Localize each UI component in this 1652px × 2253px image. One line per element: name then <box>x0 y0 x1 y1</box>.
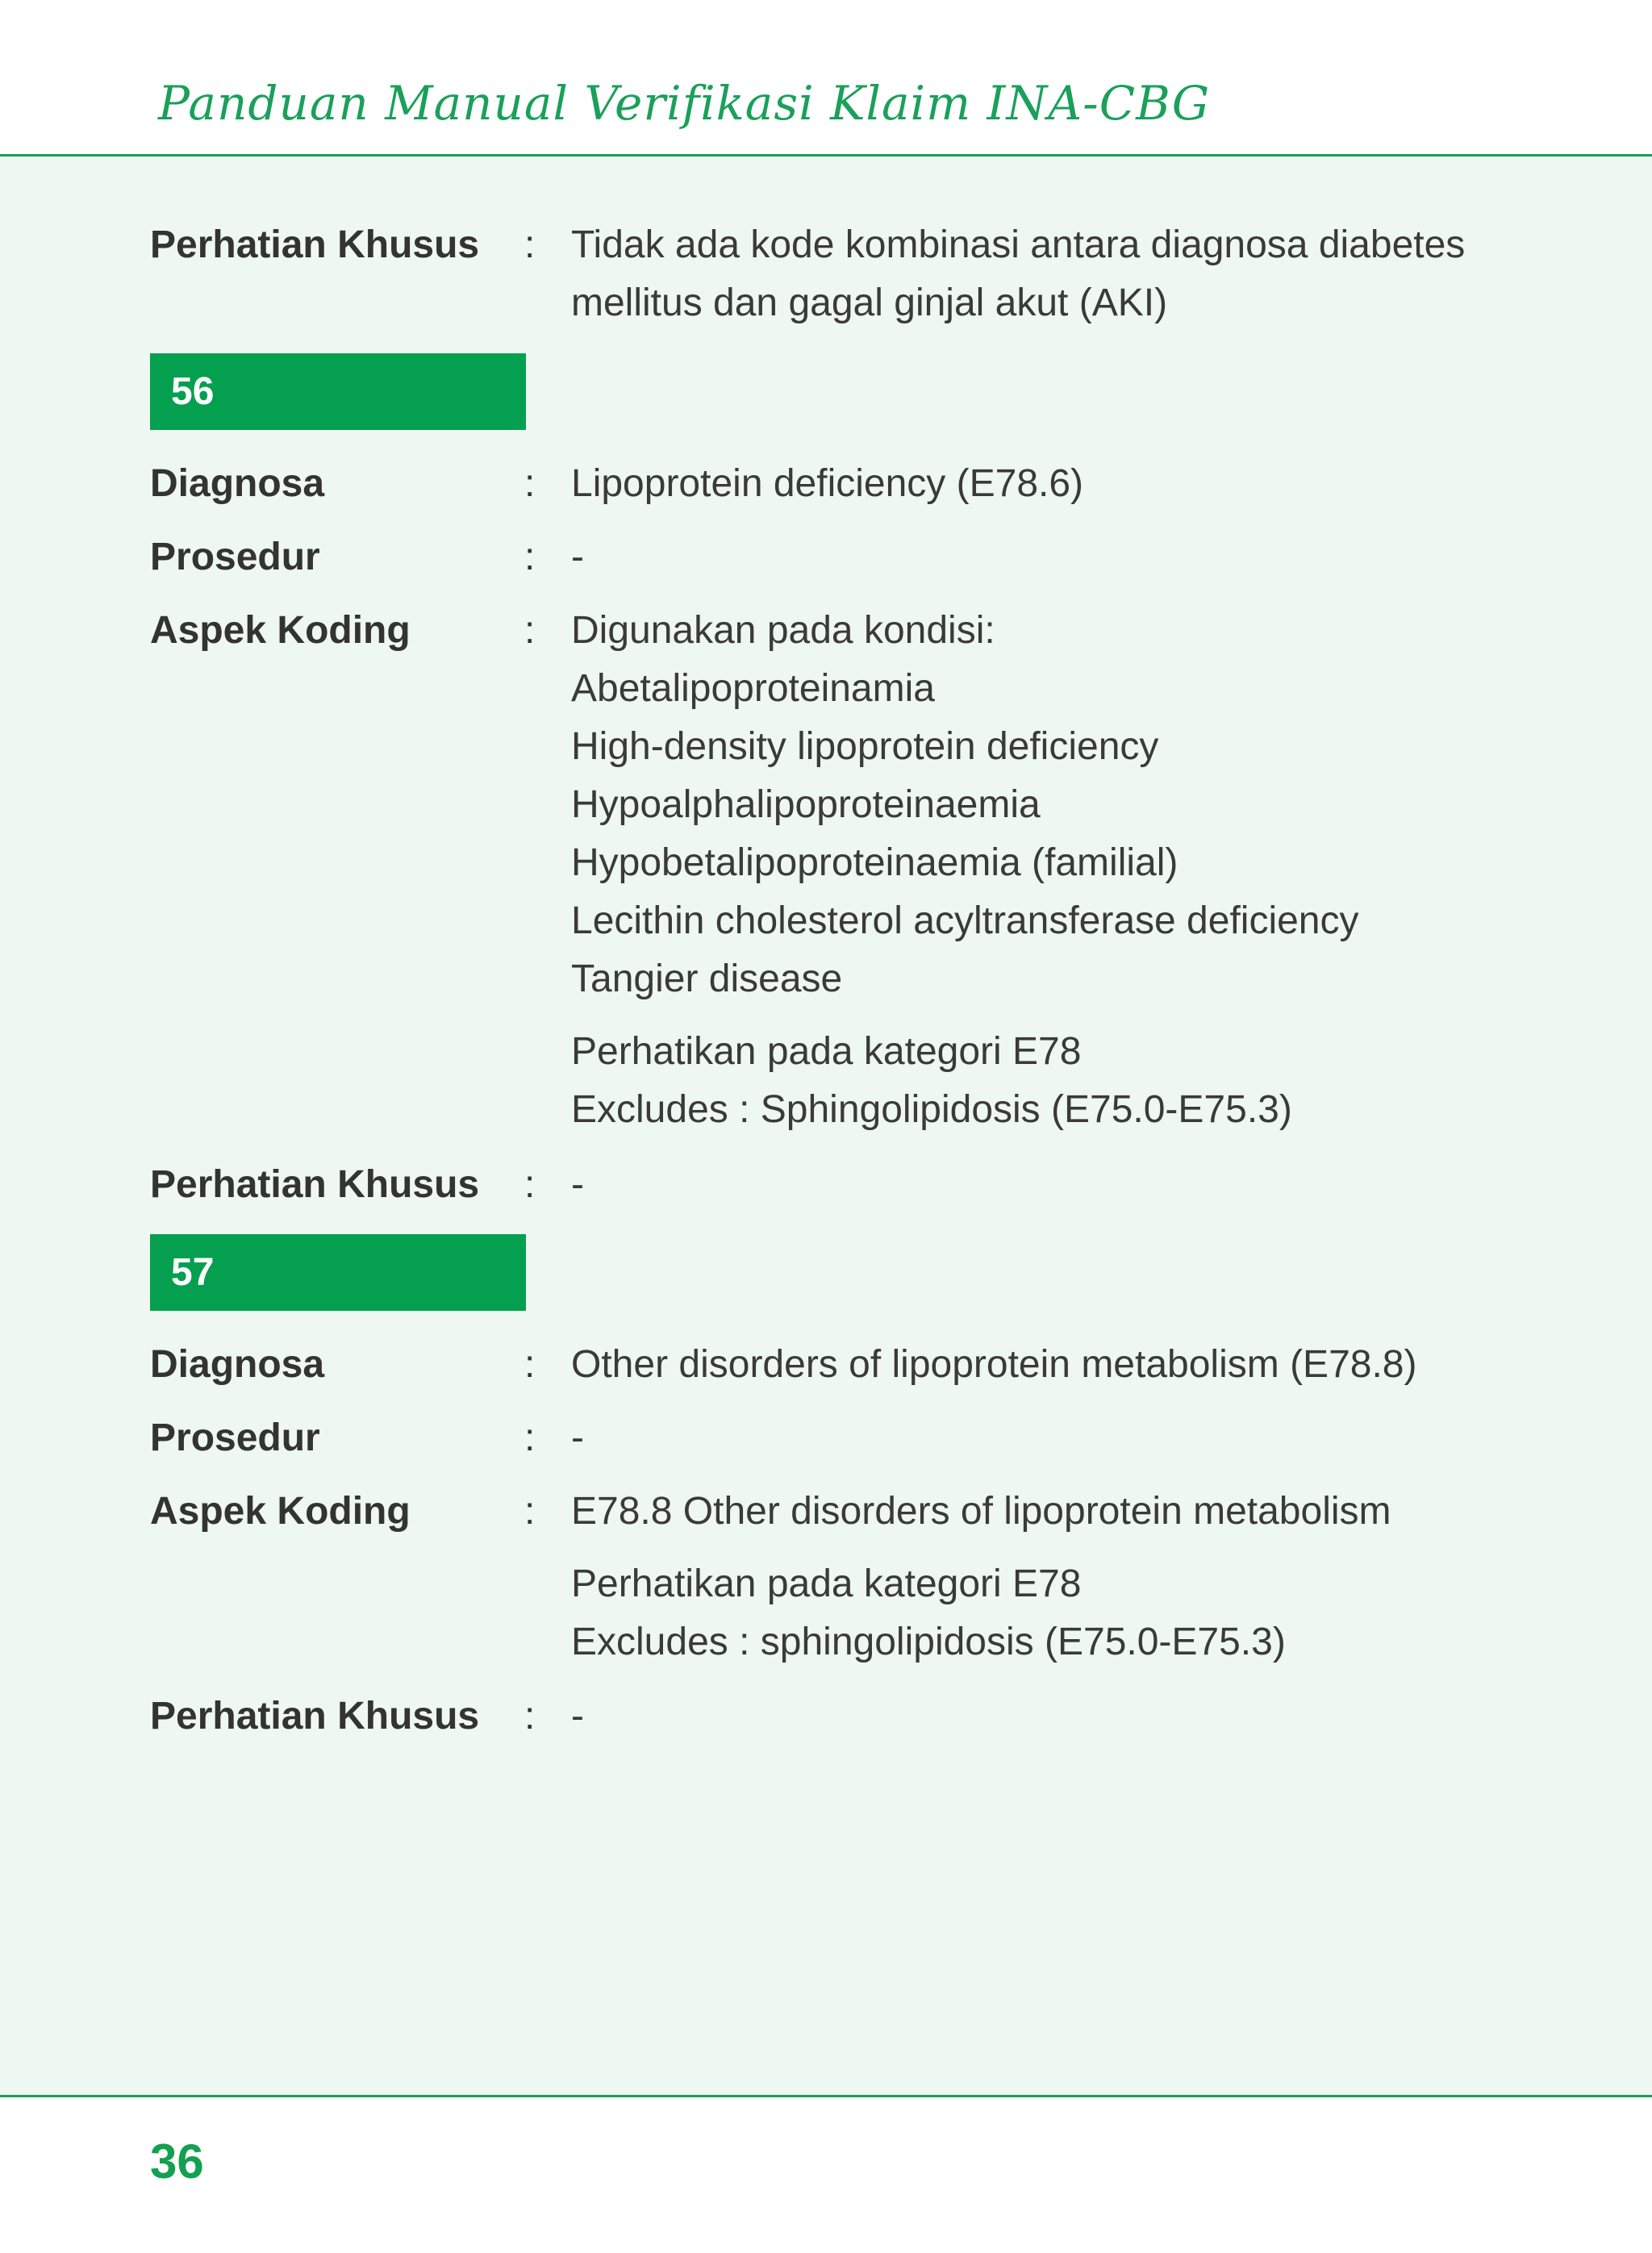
prosedur-label: Prosedur <box>150 536 320 578</box>
perhatian-label: Perhatian Khusus <box>150 1695 480 1738</box>
colon: : <box>524 462 536 505</box>
section-number-badge: 56 <box>150 353 526 430</box>
prosedur-value: - <box>571 1416 584 1459</box>
aspek-koding-value: E78.8 Other disorders of lipoprotein metabolism Perhatikan pada kategori E78 Excludes : sphingolipidosis (E75.0-E75.3) <box>571 1490 1391 1663</box>
prosedur-value: - <box>571 536 584 578</box>
diagnosa-value: Lipoprotein deficiency (E78.6) <box>571 462 1084 505</box>
diagnosa-value: Other disorders of lipoprotein metabolism (E78.8) <box>571 1343 1417 1386</box>
perhatian-value: - <box>571 1163 584 1206</box>
prosedur-label: Prosedur <box>150 1416 320 1459</box>
colon: : <box>524 1343 536 1386</box>
aspek-koding-value: Digunakan pada kondisi: Abetalipoproteinamia High-density lipoprotein deficiency Hypoalphalipoproteinaemia Hypobetalipoproteinaemia (familial) Lecithin cholesterol acyltransferase deficiency Tangier disease Perhatikan pada kategori E78 Excludes : Sphingolipidosis (E75.0-E75.3) <box>571 609 1359 1131</box>
perhatian-value: Tidak ada kode kombinasi antara diagnosa diabetes mellitus dan gagal ginjal akut (AKI) <box>571 223 1466 324</box>
aspek-koding-label: Aspek Koding <box>150 609 411 652</box>
perhatian-label: Perhatian Khusus <box>150 1163 480 1206</box>
diagnosa-label: Diagnosa <box>150 462 325 505</box>
perhatian-value: - <box>571 1695 584 1738</box>
header-title: Panduan Manual Verifikasi Klaim INA-CBG <box>158 76 1211 131</box>
page-header <box>0 0 1652 156</box>
footer-divider <box>0 2095 1652 2097</box>
colon: : <box>524 223 536 266</box>
colon: : <box>524 1163 536 1206</box>
colon: : <box>524 1695 536 1738</box>
diagnosa-label: Diagnosa <box>150 1343 325 1386</box>
page-number: 36 <box>150 2134 204 2188</box>
aspek-koding-label: Aspek Koding <box>150 1490 411 1533</box>
colon: : <box>524 609 536 652</box>
perhatian-label: Perhatian Khusus <box>150 223 480 266</box>
colon: : <box>524 536 536 578</box>
colon: : <box>524 1416 536 1459</box>
colon: : <box>524 1490 536 1533</box>
section-number-badge: 57 <box>150 1234 526 1311</box>
